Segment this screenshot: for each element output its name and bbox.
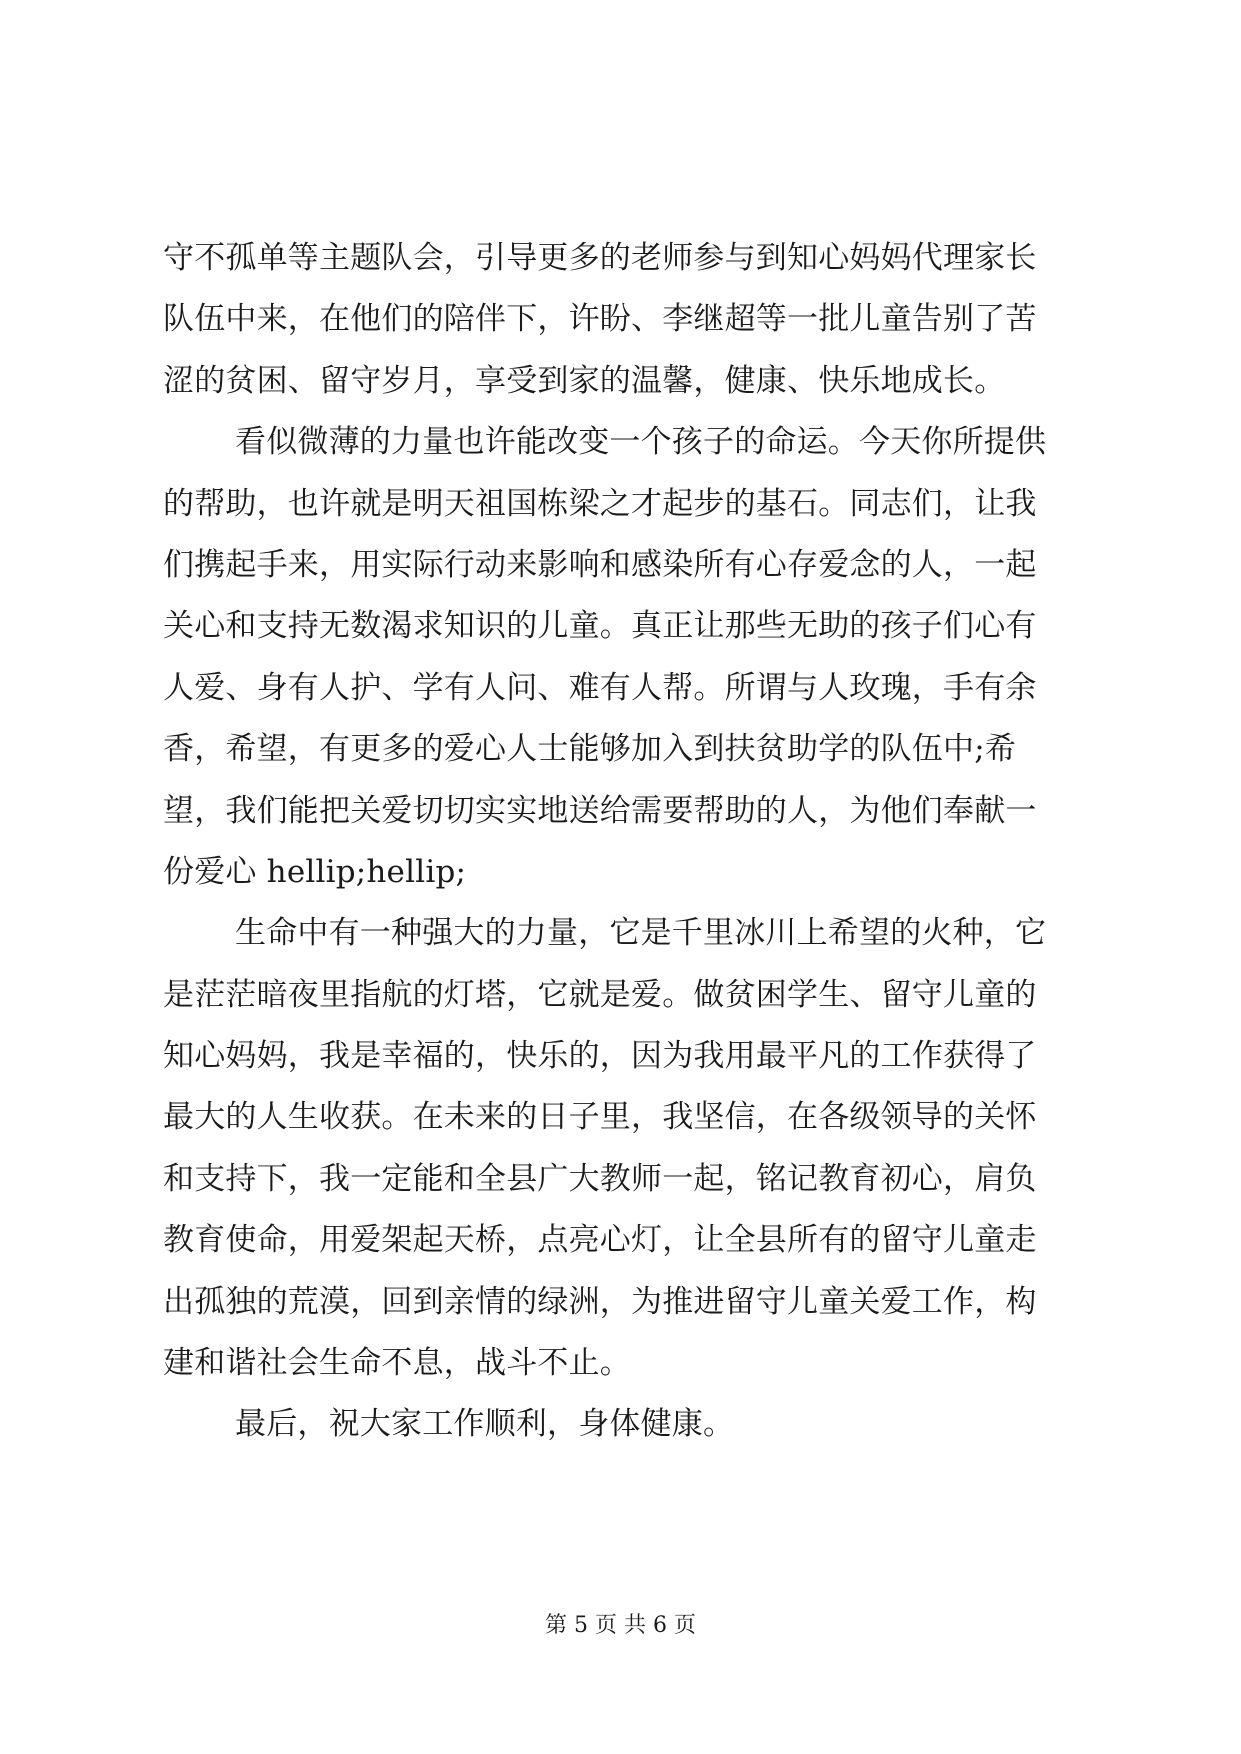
paragraph-first-line: 最后，祝大家工作顺利，身体健康。 [235,1406,735,1443]
page-number-footer: 第 5 页 共 6 页 [545,1613,696,1638]
text-line: 份爱心 hellip;hellip; [163,853,467,890]
text-line: 是茫茫暗夜里指航的灯塔，它就是爱。做贫困学生、留守儿童的 [163,976,1037,1013]
text-line: 关心和支持无数渴求知识的儿童。真正让那些无助的孩子们心有 [163,608,1037,645]
text-line: 人爱、身有人护、学有人问、难有人帮。所谓与人玫瑰，手有余 [163,669,1037,706]
text-line: 教育使命，用爱架起天桥，点亮心灯，让全县所有的留守儿童走 [163,1222,1037,1259]
text-line: 们携起手来，用实际行动来影响和感染所有心存爱念的人，一起 [163,546,1037,583]
text-line: 建和谐社会生命不息，战斗不止。 [163,1345,631,1382]
document-body [163,228,1083,1456]
text-line: 香，希望，有更多的爱心人士能够加入到扶贫助学的队伍中;希 [163,731,1017,768]
text-line: 望，我们能把关爱切切实实地送给需要帮助的人，为他们奉献一 [163,792,1037,829]
text-line: 涩的贫困、留守岁月，享受到家的温馨，健康、快乐地成长。 [163,362,1006,399]
text-line: 和支持下，我一定能和全县广大教师一起，铭记教育初心，肩负 [163,1160,1037,1197]
text-line: 出孤独的荒漠，回到亲情的绿洲，为推进留守儿童关爱工作，构 [163,1283,1037,1320]
text-line: 知心妈妈，我是幸福的，快乐的，因为我用最平凡的工作获得了 [163,1038,1037,1075]
paragraph-first-line: 生命中有一种强大的力量，它是千里冰川上希望的火种，它 [235,915,1047,952]
text-line: 守不孤单等主题队会，引导更多的老师参与到知心妈妈代理家长 [163,240,1037,276]
text-line: 最大的人生收获。在未来的日子里，我坚信，在各级领导的关怀 [163,1099,1037,1136]
paragraph-first-line: 看似微薄的力量也许能改变一个孩子的命运。今天你所提供 [235,424,1047,461]
text-line: 队伍中来，在他们的陪伴下，许盼、李继超等一批儿童告别了苦 [163,301,1037,338]
text-line: 的帮助，也许就是明天祖国栋梁之才起步的基石。同志们，让我 [163,485,1037,522]
